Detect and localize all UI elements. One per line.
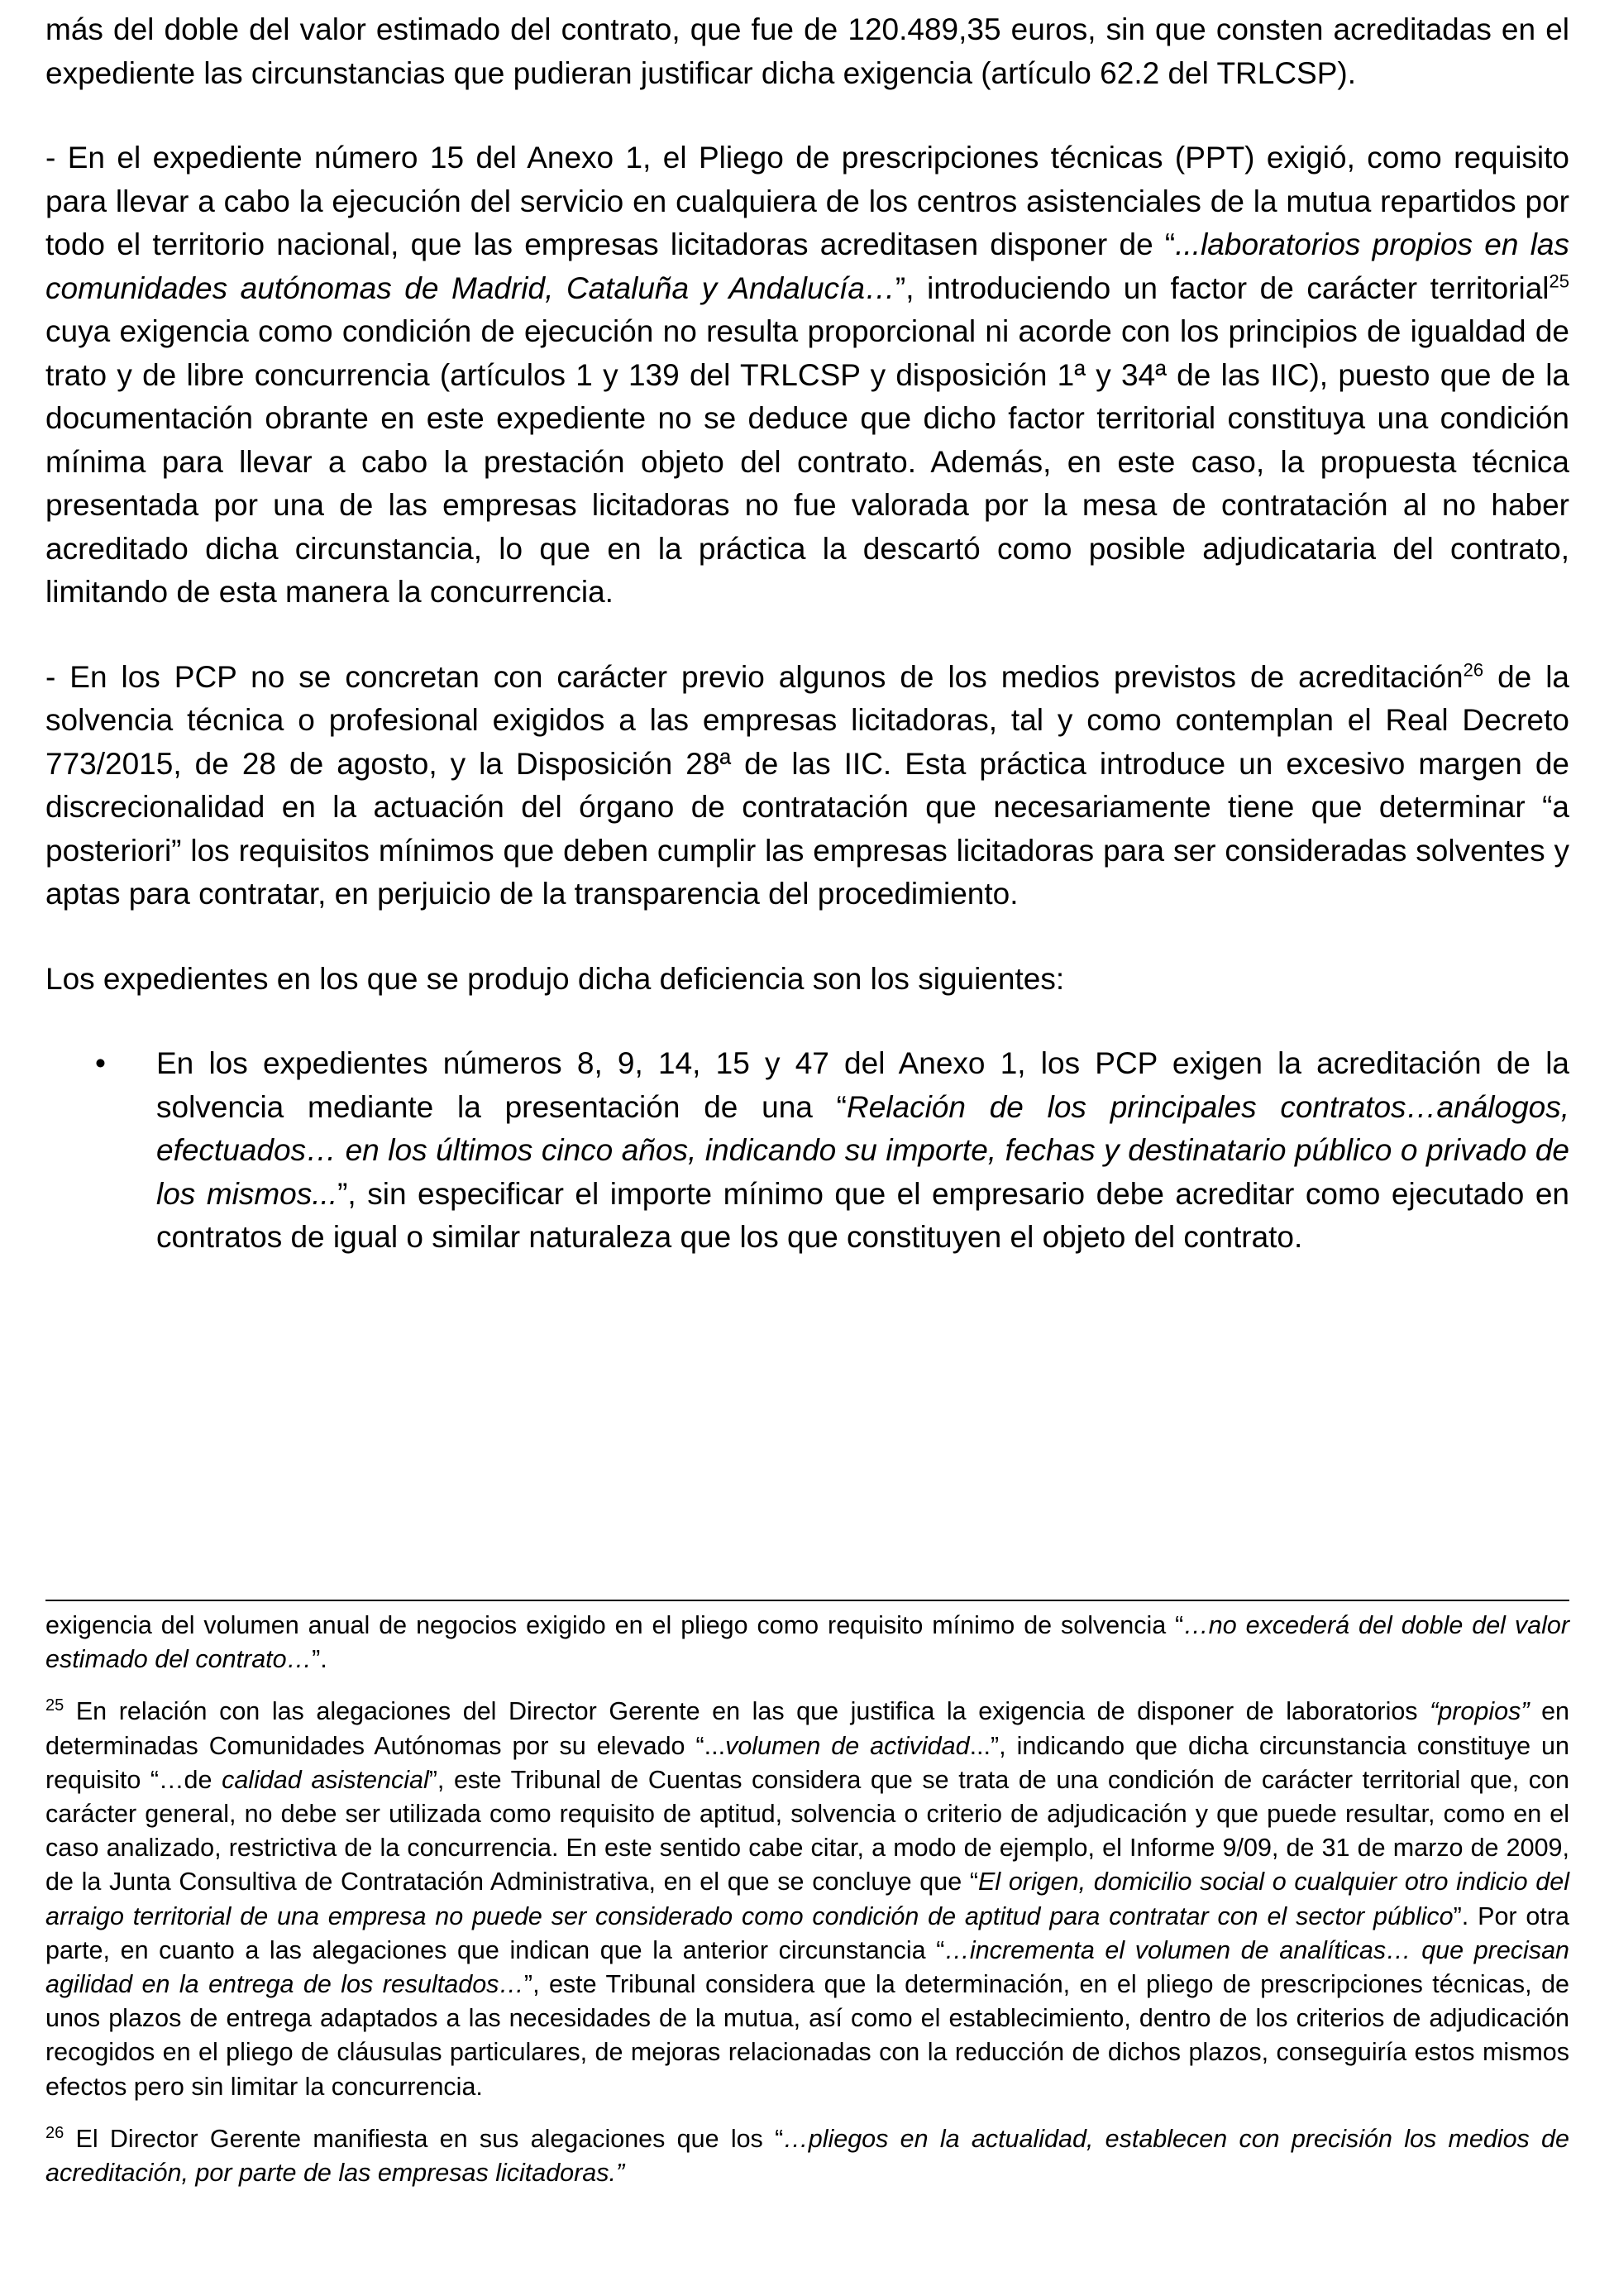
paragraph-text: más del doble del valor estimado del contrato, que fue de 120.489,35 euros, sin que consten acreditadas en el expediente las circunstancias que pudieran justificar dicha exigencia (artículo 62.2 del TRLCSP). — [45, 12, 1569, 90]
footnote-text: ”, este Tribunal de Cuentas considera que se trata de una condición de carácter territorial que, con carácter general, no debe ser utilizada como requisito de aptitud, solvencia o criterio de adjudicación y que puede resultar, como en el caso analizado, restrictiva de la concurrencia. En este sentido cabe citar, a modo de ejemplo, el Informe 9/09, de 31 de marzo de 2009, de la Junta Consultiva de Contratación Administrativa, en el que se concluye que “ — [45, 1765, 1569, 1897]
footnote-ref-26[interactable]: 26 — [1463, 659, 1484, 681]
footnote-text: exigencia del volumen anual de negocios exigido en el pliego como requisito mínimo de solvencia “ — [45, 1611, 1184, 1639]
quoted-italic-text: ...laboratorios propios en las comunidades autónomas de Madrid, Cataluña y Andalucía… — [45, 227, 1569, 305]
paragraph-text: ”, introduciendo un factor de carácter territorial — [895, 270, 1550, 305]
footnote-text: En relación con las alegaciones del Director Gerente en las que justifica la exigencia de disponer de laboratorios — [64, 1697, 1430, 1726]
footnote-italic-text: …pliegos en la actualidad, establecen con precisión los medios de acreditación, por parte de las empresas licitadoras.” — [45, 2124, 1569, 2188]
footnote-26 — [45, 2122, 1569, 2190]
footnote-text: ”. Por otra parte, en cuanto a las alegaciones que indican que la anterior circunstancia “ — [45, 1901, 1569, 1964]
footnote-text: en determinadas Comunidades Autónomas por su elevado “... — [45, 1697, 1569, 1760]
footnote-25 — [45, 1695, 1569, 2103]
footnote-text: El Director Gerente manifiesta en sus alegaciones que los “ — [64, 2124, 784, 2153]
footnote-italic-text: …no excederá del doble del valor estimado del contrato… — [45, 1611, 1569, 1674]
footnote-italic-text: El origen, domicilio social o cualquier otro indicio del arraigo territorial de una empresa no puede ser considerado como condición de aptitud para contratar con el sector público — [45, 1868, 1569, 1930]
footnote-text: ...”, indicando que dicha circunstancia constituye un requisito “…de — [45, 1731, 1569, 1794]
footnote-number: 25 — [45, 1696, 64, 1715]
paragraph-text: Los expedientes en los que se produjo dicha deficiencia son los siguientes: — [45, 961, 1065, 996]
footnote-italic-text: volumen de actividad — [725, 1731, 970, 1760]
paragraph-expediente-15 — [45, 136, 1569, 615]
footnote-text: ”. — [312, 1645, 327, 1674]
footnote-continuation — [45, 1609, 1569, 1677]
footnote-separator — [45, 1600, 1569, 1601]
paragraph-continuation — [45, 8, 1569, 95]
footnotes-section — [45, 1609, 1569, 2190]
document-page — [45, 8, 1569, 1260]
bullet-text: ”, sin especificar el importe mínimo que el empresario debe acreditar como ejecutado en contratos de igual o similar naturaleza que los que constituyen el objeto del contrato. — [156, 1176, 1570, 1254]
footnote-text: ”, este Tribunal considera que la determinación, en el pliego de prescripciones técnicas, de unos plazos de entrega adaptados a las necesidades de la mutua, así como el establecimiento, dentro de los criterios de adjudicación recogidos en el pliego de cláusulas particulares, de mejoras relacionadas con la reducción de dichos plazos, conseguiría estos mismos efectos pero sin limitar la concurrencia. — [45, 1970, 1569, 2101]
footnote-italic-text: “propios” — [1430, 1697, 1530, 1726]
footnote-italic-text: …incrementa el volumen de analíticas… que precisan agilidad en la entrega de los resultados… — [45, 1935, 1569, 1999]
paragraph-expedientes-intro — [45, 958, 1569, 1002]
footnote-ref-25[interactable]: 25 — [1549, 270, 1569, 292]
footnote-italic-text: calidad asistencial — [222, 1765, 429, 1794]
bullet-icon: • — [95, 1046, 106, 1080]
bullet-list-item — [45, 1042, 1569, 1260]
footnote-number: 26 — [45, 2123, 64, 2142]
paragraph-text: cuya exigencia como condición de ejecución no resulta proporcional ni acorde con los principios de igualdad de trato y de libre concurrencia (artículos 1 y 139 del TRLCSP y disposición 1ª y 34ª de las IIC), puesto que de la documentación obrante en este expediente no se deduce que dicho factor territorial constituya una condición mínima para llevar a cabo la prestación objeto del contrato. Además, en este caso, la propuesta técnica presentada por una de las empresas licitadoras no fue valorada por la mesa de contratación al no haber acreditado dicha circunstancia, lo que en la práctica la descartó como posible adjudicataria del contrato, limitando de esta manera la concurrencia. — [45, 314, 1569, 609]
paragraph-text: de la solvencia técnica o profesional exigidos a las empresas licitadoras, tal y como contemplan el Real Decreto 773/2015, de 28 de agosto, y la Disposición 28ª de las IIC. Esta práctica introduce un excesivo margen de discrecionalidad en la actuación del órgano de contratación que necesariamente tiene que determinar “a posteriori” los requisitos mínimos que deben cumplir las empresas licitadoras para ser consideradas solventes y aptas para contratar, en perjuicio de la transparencia del procedimiento. — [45, 659, 1569, 911]
bullet-text: En los expedientes números 8, 9, 14, 15 y 47 del Anexo 1, los PCP exigen la acreditación de la solvencia mediante la presentación de una “ — [156, 1046, 1569, 1124]
quoted-italic-text: Relación de los principales contratos…análogos, efectuados… en los últimos cinco años, indicando su importe, fechas y destinatario público o privado de los mismos... — [156, 1089, 1570, 1211]
paragraph-text: - En el expediente número 15 del Anexo 1, el Pliego de prescripciones técnicas (PPT) exigió, como requisito para llevar a cabo la ejecución del servicio en cualquiera de los centros asistenciales de la mutua repartidos por todo el territorio nacional, que las empresas licitadoras acreditasen disponer de “ — [45, 141, 1569, 261]
paragraph-text: - En los PCP no se concretan con carácter previo algunos de los medios previstos de acreditación — [45, 659, 1464, 694]
paragraph-pcp-solvencia — [45, 656, 1569, 916]
